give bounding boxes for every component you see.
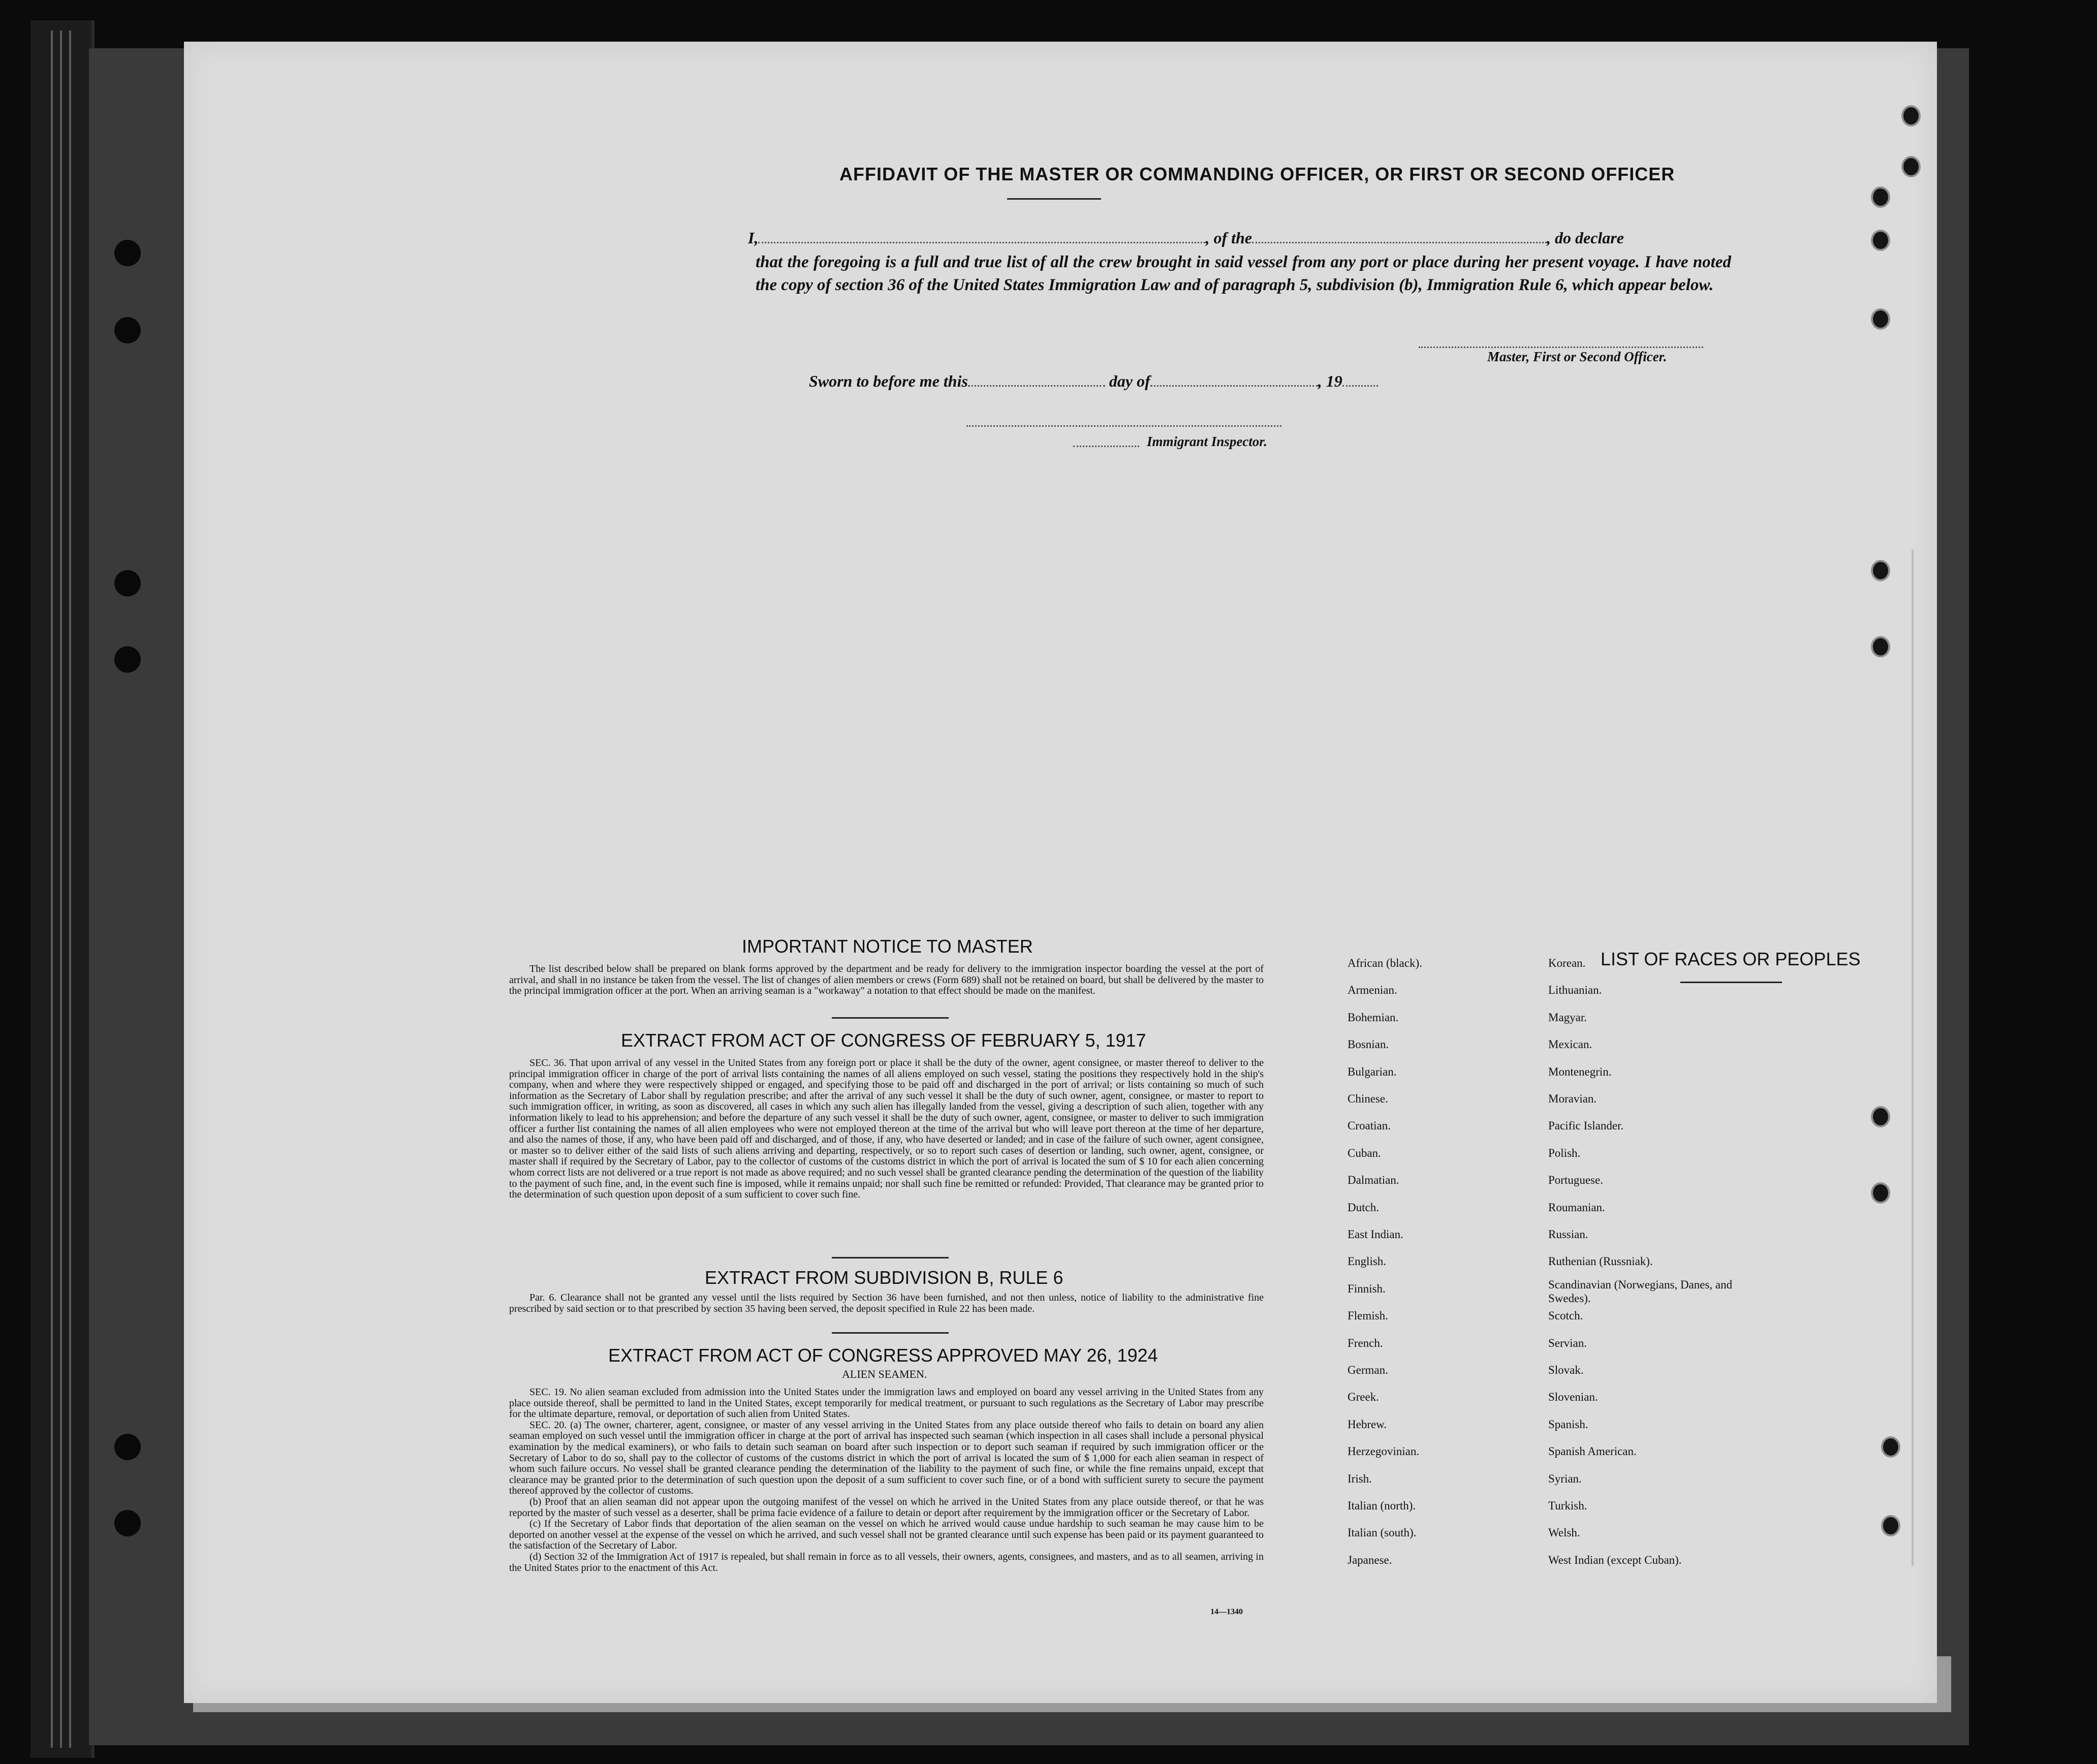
race-item: Spanish. [1548,1418,1588,1431]
sworn-year: , 19 [1318,372,1342,390]
race-item: Finnish. [1348,1282,1386,1295]
signature-line [1419,346,1703,348]
race-item: Moravian. [1548,1092,1597,1105]
race-item: Japanese. [1348,1553,1392,1566]
affidavit-paragraph: that the foregoing is a full and true list of all the crew brought in said vessel from any port or place during her present voyage. I have noted the copy of section 36 of the United States Immigration Law and of paragraph 5, subdivision (b), Immigration Rule 6, which appear below. [756,253,1731,294]
sec-20b-paragraph: (b) Proof that an alien seaman did not appear upon the outgoing manifest of the vessel on which he arrived in the United States from any place outside thereof, or that he was reported by the master of such vessel as a deserter, shall be prima facie evidence of a failure to detain or deport after requirement by the immigration officer or the Secretary of Labor. [509,1496,1264,1519]
race-item: Scotch. [1548,1309,1583,1322]
race-item: Italian (south). [1348,1526,1417,1539]
sec-19-paragraph: SEC. 19. No alien seaman excluded from admission into the United States under the immigration laws and employed on board any vessel arriving in the United States from any place outside thereof, shall be permitted to land in the United States, except temporarily for medical treatment, or pursuant to such regulations as the Secretary of Labor may prescribe for the ultimate departure, removal, or deportation of such alien from United States. [509,1387,1264,1420]
race-item: Servian. [1548,1336,1587,1349]
race-item: Montenegrin. [1548,1065,1612,1078]
race-item: Spanish American. [1548,1445,1637,1458]
race-item: Scandinavian (Norwegians, Danes, and Swedes). [1548,1278,1733,1305]
sec-20a-paragraph: SEC. 20. (a) The owner, charterer, agent, consignee, or master of any vessel arriving in the United States from any place outside thereof who fails to detain on board any alien seaman employed on such vessel until the immigration officer in charge at the port of arrival has inspected such seaman (which inspection in all cases shall include a personal physical examination by the medical examiners), or who fails to detain such seaman on board after such inspection or to deport such seaman if required by such immigration officer or the Secretary of Labor to do so, shall pay to the collector of customs of the customs district in which the port of arrival is located the sum of $ 1,000 for each alien seaman in respect of whom such failure occurs. No vessel shall be granted clearance pending the determination of the liability to the payment of such fine, or while the fine remains unpaid, except that clearance may be granted prior to the determination of such question upon the deposit of a sum sufficient to cover such fine, or of a bond with sufficient surety to secure the payment thereof approved by the collector of customs. [509,1419,1264,1497]
race-item: Mexican. [1548,1038,1592,1051]
binder-hole [114,570,141,596]
binder-line [51,30,53,1748]
sec-20d-paragraph: (d) Section 32 of the Immigration Act of 1917 is repealed, but shall remain in force as to all vessels, their owners, agents, consignees, and masters, and as to all seamen, arriving in the United States prior to the enactment of this Act. [509,1551,1264,1573]
alien-seamen-subtitle: ALIEN SEAMEN. [842,1368,927,1380]
signature-label: Master, First or Second Officer. [1487,349,1667,364]
race-item: Slovenian. [1548,1391,1598,1404]
race-item: Herzegovinian. [1348,1445,1420,1458]
punch-hole [1871,186,1890,208]
affidavit-title: AFFIDAVIT OF THE MASTER OR COMMANDING OFFICER, OR FIRST OR SECOND OFFICER [839,164,1675,184]
race-item: German. [1348,1364,1388,1376]
race-item: Armenian. [1348,984,1397,997]
punch-hole [1871,230,1890,251]
race-item: Irish. [1348,1472,1372,1485]
page-fold-line [1912,550,1914,1566]
race-item: Chinese. [1348,1092,1388,1105]
notice-paragraph: The list described below shall be prepared on blank forms approved by the department and be ready for delivery to the immigration inspector boarding the vessel at the port of arrival, and shall in no instance be taken from the vessel. The list of changes of alien members or crews (Form 689) shall not be retained on board, but shall be delivered by the master to the principal immigration officer at the port. When an arriving seaman is a "workaway" a notation to that effect should be made on the manifest. [509,963,1264,997]
race-item: French. [1348,1336,1383,1349]
sworn-prefix: Sworn to before me this [809,372,968,390]
extract-rule6-text [509,1293,1264,1314]
race-item: Slovak. [1548,1364,1584,1376]
race-item: Portuguese. [1548,1174,1603,1187]
title-rule [1007,198,1101,200]
binder-line [69,30,71,1748]
declaration-of-the: , of the [1205,229,1252,247]
race-item: English. [1348,1255,1387,1268]
race-item: Welsh. [1548,1526,1580,1539]
extract-rule6-paragraph: Par. 6. Clearance shall not be granted any vessel until the lists required by Section 36 have been furnished, and not then unless, notice of liability to the administrative fine prescribed by said section or to that prescribed by section 35 having been served, the deposit specified in Rule 22 has been made. [509,1292,1264,1314]
inspector-signature-line [966,425,1281,427]
race-item: West Indian (except Cuban). [1548,1553,1682,1566]
sworn-day-of: day of [1109,372,1150,390]
race-item: Pacific Islander. [1548,1119,1624,1132]
binder-hole [114,240,141,266]
race-item: Dutch. [1348,1201,1379,1214]
race-item: Korean. [1548,957,1586,969]
declaration-prefix: I, [748,229,759,247]
day-blank [968,376,1105,387]
punch-hole [1871,1182,1890,1204]
extract-1917-title: EXTRACT FROM ACT OF CONGRESS OF FEBRUARY 5, 1917 [621,1030,1146,1051]
binder-hole [114,1434,141,1460]
vessel-blank [1252,233,1547,243]
punch-hole [1871,636,1890,657]
race-item: Cuban. [1348,1146,1381,1159]
race-item: Lithuanian. [1548,984,1602,997]
binder-line [60,30,62,1748]
race-item: Dalmatian. [1348,1174,1399,1187]
extract-rule6-title: EXTRACT FROM SUBDIVISION B, RULE 6 [705,1267,1063,1288]
race-item: Bulgarian. [1348,1065,1397,1078]
section-rule [832,1017,949,1019]
race-item: Bohemian. [1348,1011,1399,1024]
year-blank [1342,376,1378,387]
notice-text [509,964,1264,997]
punch-hole [1901,156,1921,177]
punch-hole [1881,1436,1900,1458]
extract-1917-text [509,1058,1264,1201]
inspector-name-line [1073,446,1139,447]
race-item: Italian (north). [1348,1499,1416,1512]
extract-1917-paragraph: SEC. 36. That upon arrival of any vessel in the United States from any foreign port or place it shall be the duty of the owner, agent consignee, or master thereof to deliver to the principal immigration officer in charge of the port of arrival lists containing the names of all aliens employed on such vessel, stating the positions they respectively hold in the ship's company, when and where they were respectively shipped or engaged, and specifying those to be paid off and discharged in the port of arrival; or lists containing so much of such information as the Secretary of Labor shall by regulation prescribe; and after the arrival of any such vessel it shall be the duty of such owner, agent, consignee, or master to report to such immigration officer, in writing, as soon as discovered, all cases in which any such alien has illegally landed from the vessel, giving a description of such alien, together with any information likely to lead to his apprehension; and before the departure of any such vessel it shall be the duty of such owner, agent, consignee, or master to deliver to such immigration officer a further list containing the names of all alien employees who were not employed thereon at the time of the arrival but who will leave port thereon at the time of her departure, and also the names of those, if any, who have been paid off and discharged, and of those, if any, who have deserted or landed; and in case of the failure of such owner, agent consignee, or master so to deliver either of the said lists of such aliens arriving and departing, respectively, or so to report such cases of desertion or landing, such owner, agent, consignee, or master shall if required by the Secretary of Labor, pay to the collector of customs of the customs district in which the port of arrival is located the sum of $ 10 for each alien concerning whom correct lists are not delivered or a true report is not made as above required; and no such vessel shall be granted clearance pending the determination of the question of the liability to the payment of such fine, and, in the event such fine is imposed, while it remains unpaid; nor shall such fine be remitted or refunded: Provided, That clearance may be granted prior to the determination of such question upon deposit of a sum sufficient to cover such fine. [509,1057,1264,1201]
races-title: LIST OF RACES OR PEOPLES [1601,949,1861,969]
punch-hole [1901,105,1921,127]
sec-20c-paragraph: (c) If the Secretary of Labor finds that deportation of the alien seaman on the vessel on which he arrived would cause undue hardship to such seaman he may cause him to be deported on another vessel at the expense of the vessel on which he arrived, and such vessel shall not be granted clearance until such expense has been paid or its payment guaranteed to the satisfaction of the Secretary of Labor. [509,1518,1264,1552]
punch-hole [1871,1106,1890,1127]
document-page [184,42,1937,1703]
race-item: Polish. [1548,1146,1581,1159]
punch-hole [1871,308,1890,330]
form-number: 14—1340 [1210,1608,1243,1616]
extract-1924-text [509,1387,1264,1573]
binder-edge [30,20,95,1758]
inspector-label: Immigrant Inspector. [1147,434,1268,449]
punch-hole [1871,560,1890,581]
race-item: Roumanian. [1548,1201,1605,1214]
declaration-declare: , do declare [1547,229,1624,247]
punch-hole [1881,1515,1900,1536]
binder-hole [114,317,141,343]
race-item: African (black). [1348,957,1422,969]
race-item: Russian. [1548,1228,1588,1241]
race-item: Ruthenian (Russniak). [1548,1255,1653,1268]
race-item: Flemish. [1348,1309,1388,1322]
race-item: Hebrew. [1348,1418,1387,1431]
section-rule [832,1332,949,1334]
declaration-line [748,229,1734,247]
binder-hole [114,646,141,673]
section-rule [832,1257,949,1258]
name-blank [758,233,1205,243]
race-item: Bosnian. [1348,1038,1389,1051]
race-item: East Indian. [1348,1228,1403,1241]
extract-1924-title: EXTRACT FROM ACT OF CONGRESS APPROVED MAY 26, 1924 [608,1345,1158,1366]
race-item: Turkish. [1548,1499,1587,1512]
race-item: Greek. [1348,1391,1379,1404]
race-item: Magyar. [1548,1011,1587,1024]
binder-hole [114,1510,141,1536]
notice-title: IMPORTANT NOTICE TO MASTER [742,936,1033,957]
race-item: Croatian. [1348,1119,1391,1132]
race-item: Syrian. [1548,1472,1582,1485]
month-blank [1150,376,1318,387]
sworn-line [809,372,1378,391]
